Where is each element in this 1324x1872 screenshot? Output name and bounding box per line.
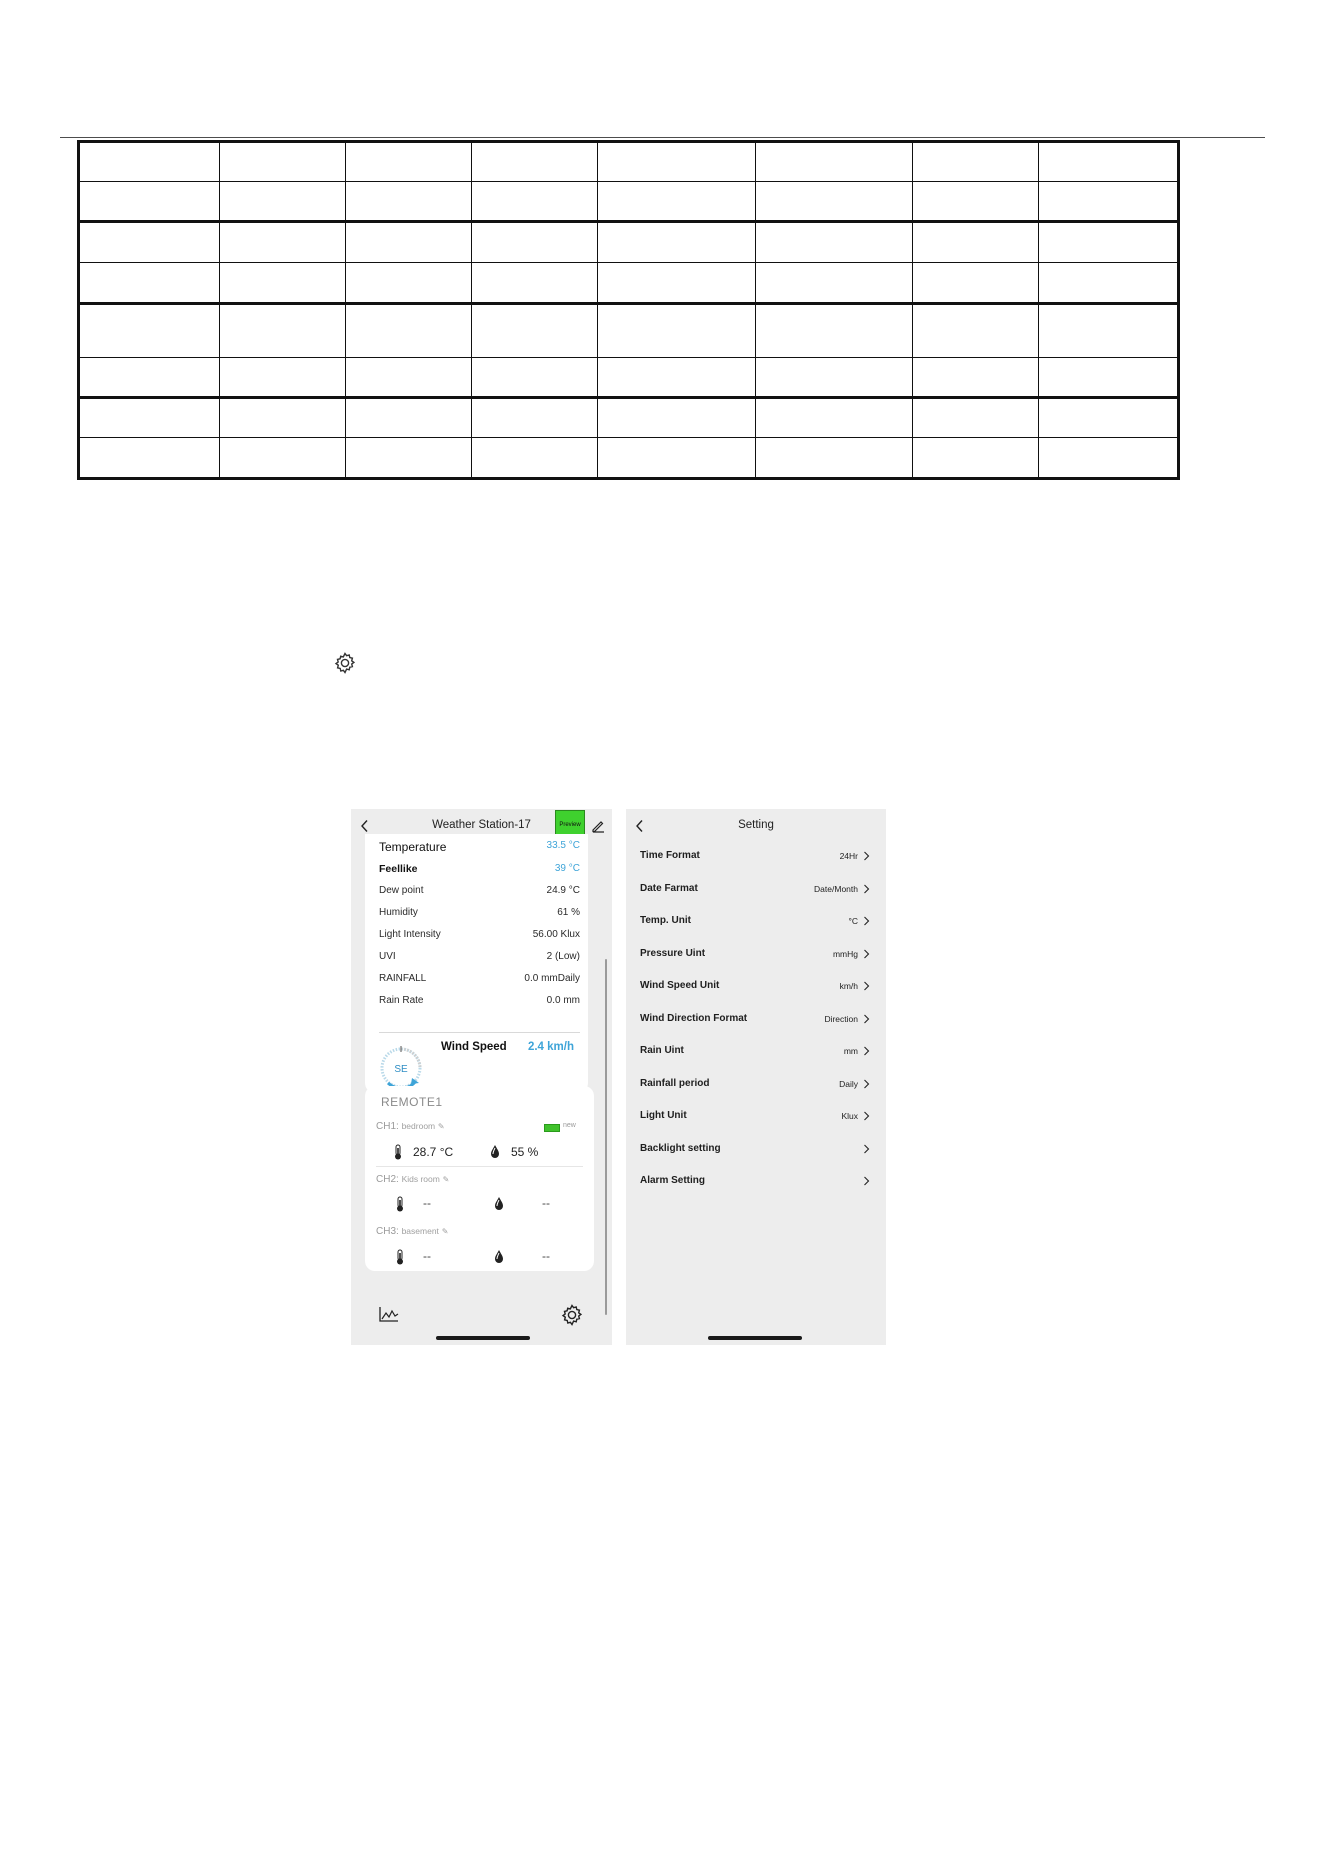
empty-table — [77, 140, 1180, 480]
chevron-right-icon — [863, 851, 870, 861]
wind-speed-label: Wind Speed — [441, 1041, 507, 1053]
setting-value: mmHg — [832, 948, 858, 959]
setting-row-light-unit[interactable] — [640, 1098, 872, 1131]
channel-label-ch1[interactable] — [376, 1121, 445, 1132]
chevron-right-icon — [863, 949, 870, 959]
chevron-right-icon — [863, 916, 870, 926]
setting-value: Direction — [824, 1013, 858, 1024]
table-row — [79, 222, 1179, 263]
channel-name: Kids room — [401, 1174, 440, 1184]
preview-button[interactable]: Preview — [555, 810, 585, 838]
edit-icon[interactable]: ✎ — [442, 1175, 450, 1184]
home-indicator[interactable] — [708, 1336, 802, 1340]
setting-label: Temp. Unit — [640, 915, 691, 926]
reading-value: 61 % — [557, 907, 580, 918]
setting-label: Rainfall period — [640, 1077, 710, 1089]
thermometer-icon — [393, 1144, 403, 1160]
channel-humidity: -- — [542, 1196, 550, 1210]
wind-speed-value: 2.4 km/h — [527, 1041, 574, 1053]
reading-value: 33.5 °C — [546, 840, 580, 851]
chevron-right-icon — [863, 884, 870, 894]
setting-row-wind-speed-unit[interactable] — [640, 968, 872, 1001]
table-row — [79, 142, 1179, 182]
setting-label: Wind Direction Format — [640, 1012, 748, 1024]
edit-icon[interactable]: ✎ — [441, 1227, 449, 1236]
humidity-drop-icon — [493, 1249, 505, 1264]
reading-row-light-intensity — [379, 924, 580, 946]
table-row — [79, 398, 1179, 438]
table-row — [79, 438, 1179, 479]
wind-compass-icon — [378, 1045, 424, 1091]
chevron-right-icon — [863, 1079, 870, 1089]
setting-label: Alarm Setting — [640, 1175, 706, 1186]
setting-value: Daily — [839, 1078, 858, 1089]
table-row — [79, 304, 1179, 358]
setting-label: Pressure Uint — [640, 947, 706, 959]
readings-card — [365, 834, 588, 1093]
gear-icon — [333, 651, 357, 675]
reading-value: 2 (Low) — [546, 951, 580, 962]
setting-value: 24Hr — [839, 851, 858, 861]
chevron-right-icon — [863, 981, 870, 991]
setting-label: Date Farmat — [640, 882, 698, 894]
reading-value: 24.9 °C — [546, 885, 580, 896]
setting-label: Rain Uint — [640, 1045, 684, 1056]
setting-label: Wind Speed Unit — [640, 980, 720, 991]
setting-value: Klux — [841, 1111, 858, 1121]
battery-status: new — [563, 1122, 576, 1129]
channel-temperature: -- — [423, 1249, 431, 1263]
reading-row-dew-point — [379, 880, 580, 902]
reading-row-feellike — [379, 858, 580, 880]
setting-row-pressure-unit[interactable] — [640, 936, 872, 969]
chevron-right-icon — [863, 1144, 870, 1154]
edit-icon[interactable]: ✎ — [437, 1122, 445, 1131]
reading-row-humidity — [379, 902, 580, 924]
reading-label: RAINFALL — [379, 973, 427, 984]
setting-value: mm — [843, 1046, 858, 1056]
chevron-right-icon — [863, 1014, 870, 1024]
page-title: Weather Station-17 — [432, 819, 531, 831]
scrollbar[interactable] — [605, 959, 607, 1315]
remote-title: REMOTE1 — [381, 1095, 443, 1109]
channel-humidity: -- — [542, 1249, 550, 1263]
page-rule — [60, 137, 1265, 138]
channel-temperature: -- — [423, 1196, 431, 1210]
setting-value: Date/Month — [814, 883, 858, 894]
page-title: Setting — [738, 819, 774, 831]
chart-icon[interactable] — [378, 1305, 400, 1323]
divider — [379, 1032, 580, 1033]
settings-screen — [626, 809, 886, 1345]
reading-row-rain-rate — [379, 990, 580, 1012]
divider — [376, 1166, 583, 1167]
weather-station-screen — [351, 809, 612, 1345]
reading-label: Rain Rate — [379, 995, 424, 1006]
table-row — [79, 358, 1179, 398]
thermometer-icon — [395, 1196, 405, 1212]
setting-label: Time Format — [640, 850, 700, 861]
chevron-right-icon — [863, 1111, 870, 1121]
channel-id: CH2: — [376, 1174, 399, 1185]
reading-label: Light Intensity — [379, 929, 441, 940]
humidity-drop-icon — [493, 1196, 505, 1211]
reading-value: 0.0 mmDaily — [524, 973, 580, 984]
setting-row-temp-unit[interactable] — [640, 903, 872, 936]
setting-row-alarm[interactable] — [640, 1163, 872, 1196]
home-indicator[interactable] — [436, 1336, 530, 1340]
edit-icon[interactable] — [591, 819, 605, 833]
setting-label: Light Unit — [640, 1110, 687, 1121]
channel-temperature: 28.7 °C — [413, 1145, 454, 1159]
setting-label: Backlight setting — [640, 1142, 721, 1154]
settings-gear-icon[interactable] — [560, 1303, 584, 1327]
chevron-right-icon — [863, 1176, 870, 1186]
channel-label-ch3[interactable] — [376, 1226, 448, 1237]
reading-label: Humidity — [379, 907, 418, 918]
channel-name: basement — [401, 1226, 439, 1236]
channel-label-ch2[interactable] — [376, 1174, 449, 1185]
chevron-right-icon — [863, 1046, 870, 1056]
battery-icon — [544, 1124, 560, 1132]
reading-value: 39 °C — [554, 863, 580, 874]
setting-value: km/h — [839, 981, 858, 991]
reading-label: Temperature — [379, 840, 447, 854]
setting-row-time-format[interactable] — [640, 838, 872, 871]
channel-id: CH1: — [376, 1121, 399, 1132]
setting-row-wind-direction-format[interactable] — [640, 1001, 872, 1034]
reading-label: Dew point — [379, 885, 424, 896]
setting-row-rainfall-period[interactable] — [640, 1066, 872, 1099]
humidity-drop-icon — [489, 1144, 501, 1159]
channel-id: CH3: — [376, 1226, 399, 1237]
channel-name: bedroom — [401, 1121, 436, 1131]
thermometer-icon — [395, 1249, 405, 1265]
setting-row-rain-unit[interactable] — [640, 1033, 872, 1066]
reading-value: 0.0 mm — [546, 995, 580, 1006]
setting-value: °C — [848, 916, 858, 926]
reading-value: 56.00 Klux — [532, 929, 580, 940]
reading-label: Feellike — [379, 863, 418, 875]
channel-humidity: 55 % — [511, 1145, 539, 1159]
remote-card — [365, 1086, 594, 1271]
reading-row-temperature — [379, 842, 580, 858]
reading-label: UVI — [379, 951, 396, 962]
reading-row-uvi — [379, 946, 580, 968]
table-row — [79, 263, 1179, 304]
table-row — [79, 182, 1179, 222]
reading-row-rainfall — [379, 968, 580, 990]
setting-row-backlight[interactable] — [640, 1131, 872, 1164]
setting-row-date-format[interactable] — [640, 871, 872, 904]
wind-direction: SE — [394, 1064, 408, 1075]
